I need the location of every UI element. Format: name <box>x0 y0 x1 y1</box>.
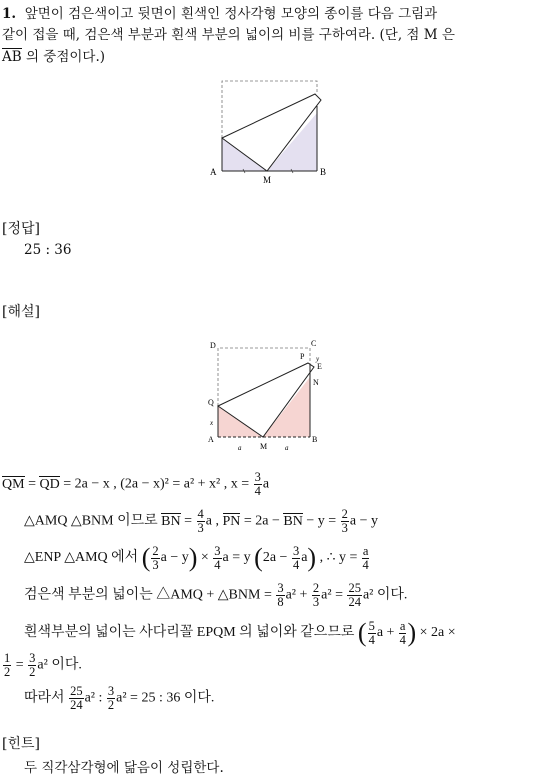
problem-line-3: AB 의 중점이다.) <box>2 49 106 65</box>
fig2-label-c: C <box>311 339 317 348</box>
folding-figure-2 <box>200 336 330 456</box>
explanation-line-6: $\frac{1}{2}$ = $\frac{3}{2}$ a² 이다. <box>4 651 82 679</box>
problem-line-2: 같이 접을 때, 검은색 부분과 흰색 부분의 넓이의 비를 구하여라. (단, 점 M 은 <box>2 27 455 43</box>
problem-number: 1. <box>2 6 17 22</box>
fig2-label-d: D <box>210 341 216 350</box>
explanation-line-3: △ENP △AMQ 에서 ( $\frac{2}{3}$ a − y) × $\frac{3}{4}$ a = y (2a − $\frac{3}{4}$ a) , ∴ y = $\frac{a}{4}$ <box>24 543 369 572</box>
fig2-label-b: B <box>312 435 318 444</box>
answer-value: 25 : 36 <box>24 242 72 258</box>
problem-line-1: 1. 앞면이 검은색이고 뒷면이 흰색인 정사각형 모양의 종이를 다음 그림과 <box>2 6 438 22</box>
fig1-label-a: A <box>210 167 217 177</box>
fig2-label-n: N <box>313 378 319 387</box>
fig1-label-m: M <box>263 175 272 185</box>
fig2-label-p: P <box>300 352 305 361</box>
fig2-label-a: A <box>208 435 214 444</box>
explanation-line-4: 검은색 부분의 넓이는 △AMQ + △BNM = $\frac{3}{8}$ a² + $\frac{2}{3}$ a² = $\frac{25}{24}$ a² 이다. <box>24 581 408 609</box>
explanation-header: [해설] <box>2 304 40 320</box>
fig2-label-x: x <box>210 419 214 427</box>
explanation-line-1: QM = QD = 2a − x , (2a − x)² = a² + x² , x = $\frac{3}{4}$ a <box>2 470 270 498</box>
explanation-line-2: △AMQ △BNM 이므로 BN = $\frac{4}{3}$ a , PN = 2a − BN − y = $\frac{2}{3}$ a − y <box>24 507 379 535</box>
explanation-line-7: 따라서 $\frac{25}{24}$ a² : $\frac{3}{2}$ a² = 25 : 36 이다. <box>24 684 215 712</box>
fig2-label-a-left: a <box>238 444 242 452</box>
fig2-label-m: M <box>260 442 268 451</box>
hint-text: 두 직각삼각형에 닮음이 성립한다. <box>24 760 224 776</box>
explanation-line-5: 흰색부분의 넓이는 사다리꼴 EPQM 의 넓이와 같으므로 ( $\frac{5}{4}$ a + $\frac{a}{4}$ ) × 2a × <box>24 618 456 647</box>
fig1-label-b: B <box>320 167 327 177</box>
fig2-label-q: Q <box>208 398 214 407</box>
folding-figure-1 <box>205 76 335 188</box>
answer-header: [정답] <box>2 221 40 237</box>
fig2-label-e: E <box>317 362 322 371</box>
hint-header: [힌트] <box>2 736 40 752</box>
fig2-label-a-right: a <box>285 444 289 452</box>
fig2-label-y: y <box>316 355 320 363</box>
